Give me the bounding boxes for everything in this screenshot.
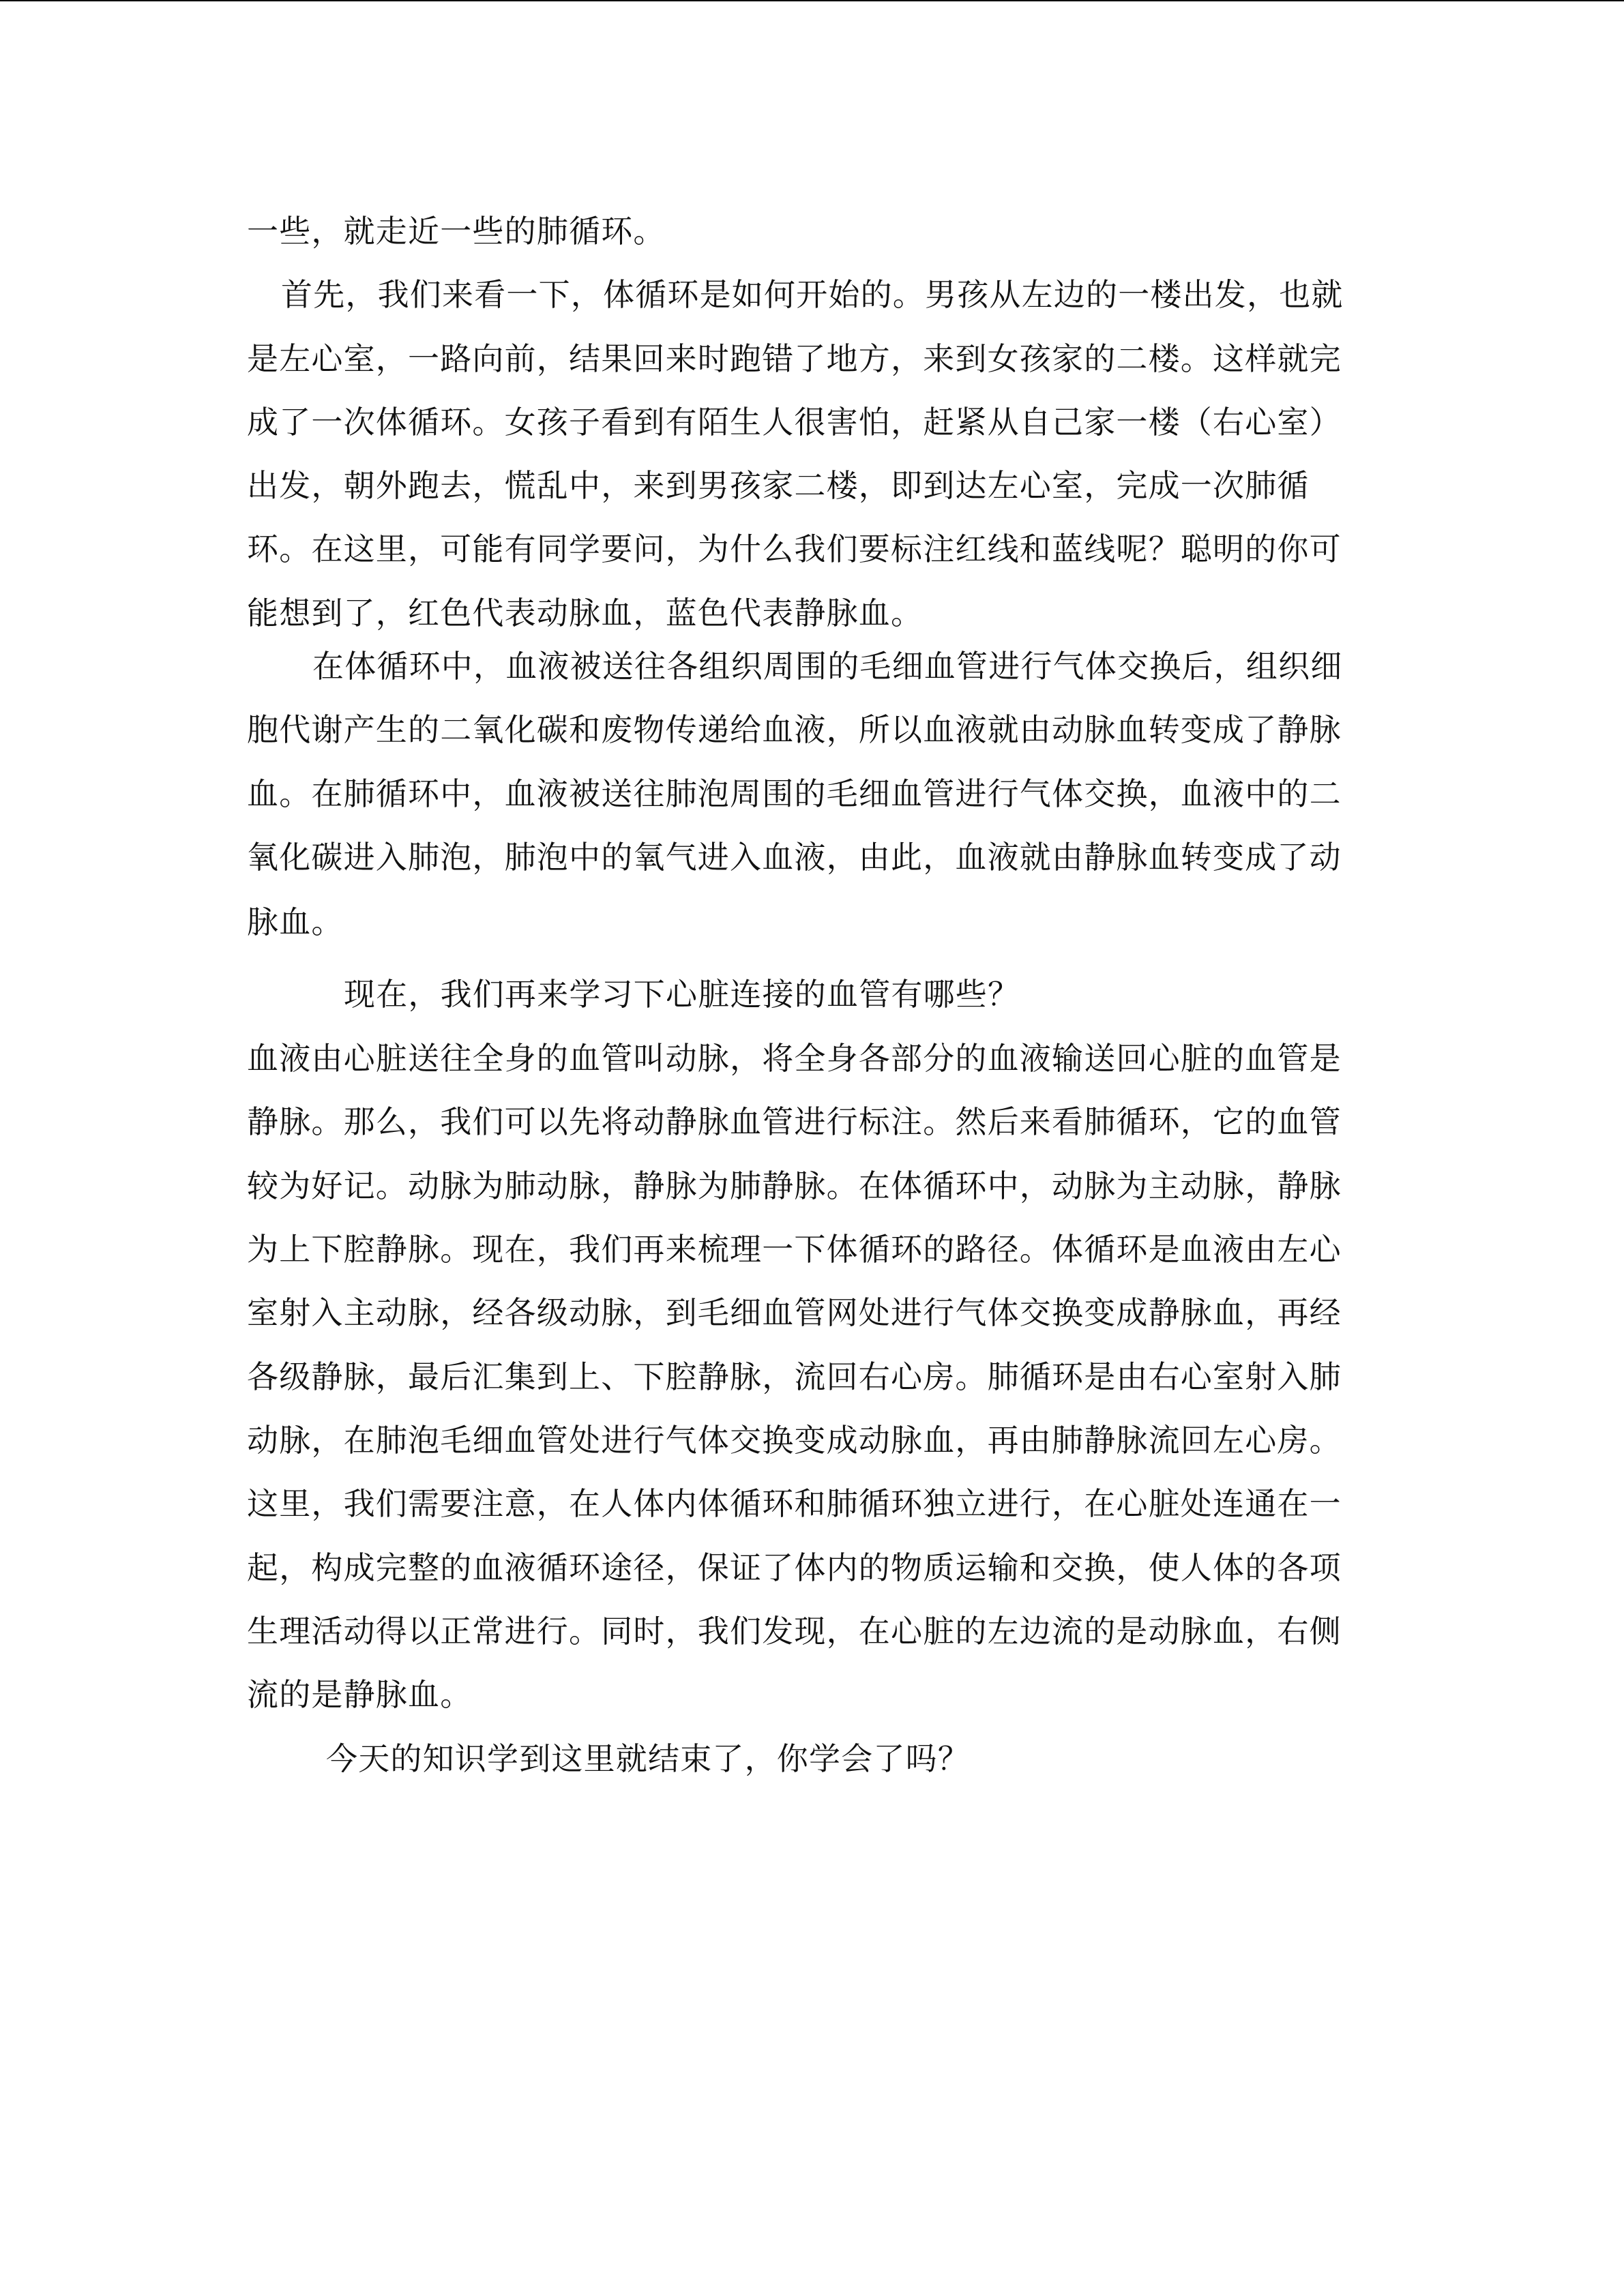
text-line: 是左心室，一路向前，结果回来时跑错了地方，来到女孩家的二楼。这样就完 — [247, 340, 1342, 377]
text-line: 在体循环中，血液被送往各组织周围的毛细血管进行气体交换后，组织细 — [312, 648, 1343, 685]
text-line: 动脉，在肺泡毛细血管处进行气体交换变成动脉血，再由肺静脉流回左心房。 — [247, 1422, 1342, 1459]
text-line: 血液由心脏送往全身的血管叫动脉，将全身各部分的血液输送回心脏的血管是 — [247, 1040, 1342, 1077]
text-line: 室射入主动脉，经各级动脉，到毛细血管网处进行气体交换变成静脉血，再经 — [247, 1294, 1342, 1331]
text-line: 能想到了，红色代表动脉血，蓝色代表静脉血。 — [247, 595, 924, 631]
text-line: 生理活动得以正常进行。同时，我们发现，在心脏的左边流的是动脉血，右侧 — [247, 1613, 1342, 1650]
text-line: 今天的知识学到这里就结束了，你学会了吗？ — [326, 1740, 970, 1777]
text-line: 起，构成完整的血液循环途径，保证了体内的物质运输和交换，使人体的各项 — [247, 1549, 1342, 1586]
text-line: 成了一次体循环。女孩子看到有陌生人很害怕，赶紧从自己家一楼（右心室） — [247, 404, 1342, 441]
text-line: 胞代谢产生的二氧化碳和废物传递给血液，所以血液就由动脉血转变成了静脉 — [247, 711, 1342, 748]
text-line: 氧化碳进入肺泡，肺泡中的氧气进入血液，由此，血液就由静脉血转变成了动 — [247, 839, 1342, 876]
text-line: 各级静脉，最后汇集到上、下腔静脉，流回右心房。肺循环是由右心室射入肺 — [247, 1358, 1342, 1395]
text-line: 出发，朝外跑去，慌乱中，来到男孩家二楼，即到达左心室，完成一次肺循 — [247, 467, 1310, 504]
text-line: 这里，我们需要注意，在人体内体循环和肺循环独立进行，在心脏处连通在一 — [247, 1485, 1342, 1522]
text-line: 静脉。那么，我们可以先将动静脉血管进行标注。然后来看肺循环，它的血管 — [247, 1103, 1342, 1140]
text-line: 为上下腔静脉。现在，我们再来梳理一下体循环的路径。体循环是血液由左心 — [247, 1231, 1342, 1268]
text-line: 环。在这里，可能有同学要问，为什么我们要标注红线和蓝线呢？聪明的你可 — [247, 531, 1342, 567]
text-line: 现在，我们再来学习下心脏连接的血管有哪些？ — [344, 976, 1020, 1013]
text-line: 脉血。 — [247, 904, 344, 940]
text-line: 较为好记。动脉为肺动脉，静脉为肺静脉。在体循环中，动脉为主动脉，静脉 — [247, 1167, 1342, 1204]
text-line: 流的是静脉血。 — [247, 1676, 473, 1713]
text-line: 一些，就走近一些的肺循环。 — [247, 213, 666, 250]
text-line: 首先，我们来看一下，体循环是如何开始的。男孩从左边的一楼出发，也就 — [281, 276, 1344, 313]
text-line: 血。在肺循环中，血液被送往肺泡周围的毛细血管进行气体交换，血液中的二 — [247, 775, 1342, 812]
